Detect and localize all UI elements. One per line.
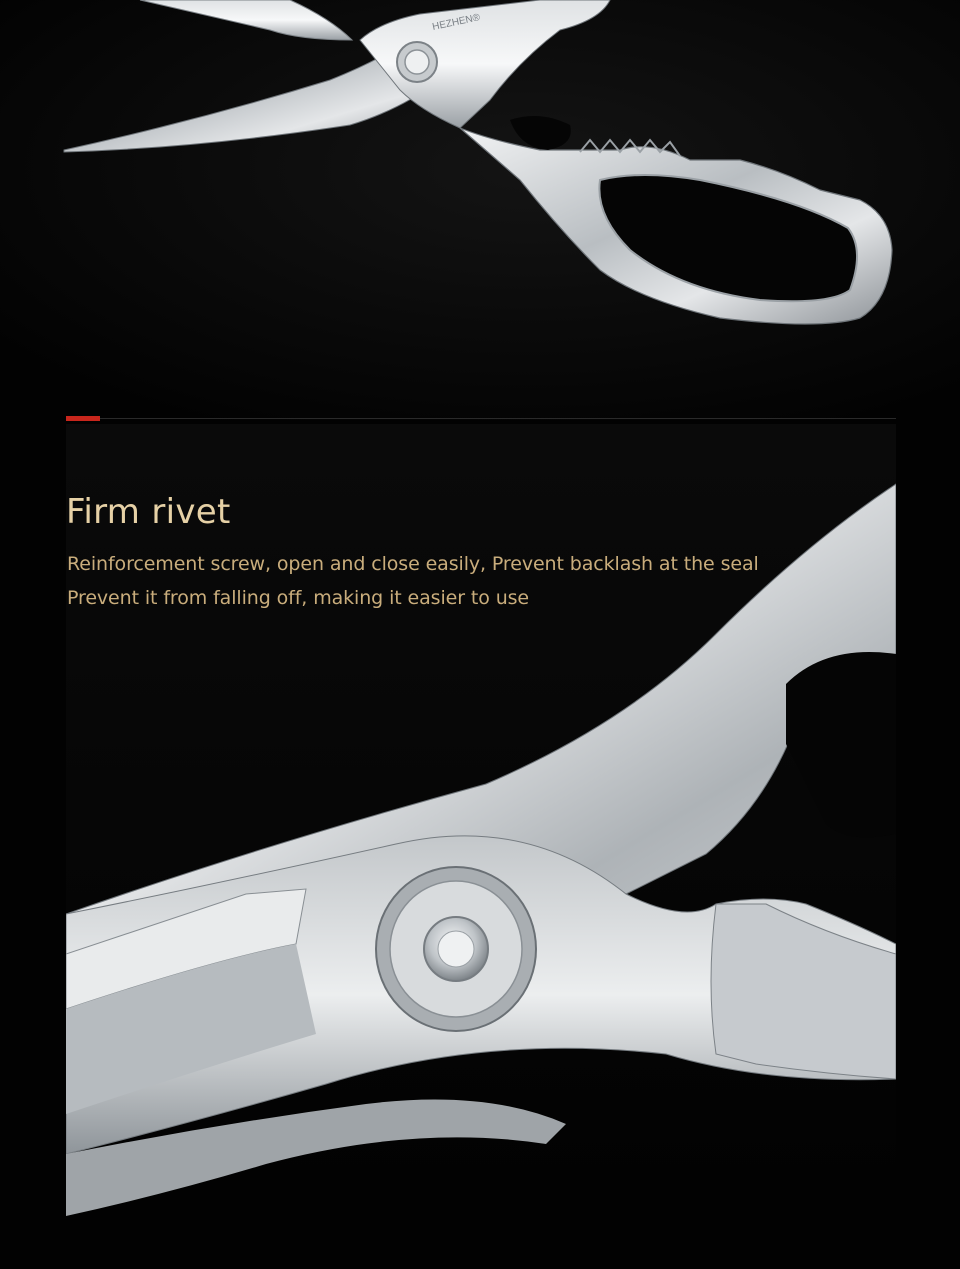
rivet-detail-photo [66,424,896,1216]
divider-accent [66,416,100,421]
feature-description-line-2: Prevent it from falling off, making it easier to use [67,587,530,609]
feature-title: Firm rivet [66,492,231,532]
section-divider [66,418,896,419]
scissors-photo [0,0,960,420]
rivet-closeup-illustration [66,424,896,1216]
engraving-text: HEZHEN® [431,12,482,33]
feature-description-line-1: Reinforcement screw, open and close easily, Prevent backlash at the seal [67,553,759,575]
